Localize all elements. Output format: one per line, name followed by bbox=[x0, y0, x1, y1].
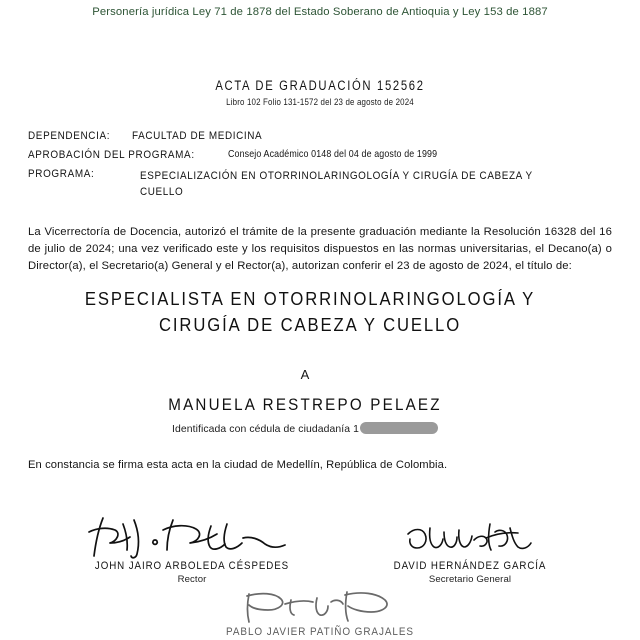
preposition-a: A bbox=[300, 367, 310, 382]
signature-name-rector: JOHN JAIRO ARBOLEDA CÉSPEDES bbox=[94, 560, 290, 572]
aprobacion-value: Consejo Académico 0148 del 04 de agosto de 1999 bbox=[227, 149, 437, 160]
handwritten-signature-icon bbox=[330, 522, 610, 560]
programa-label: PROGRAMA: bbox=[28, 168, 95, 180]
dependencia-value: FACULTAD DE MEDICINA bbox=[132, 130, 263, 142]
meta-row-dependencia bbox=[28, 130, 614, 142]
constancia-text: En constancia se firma esta acta en la ciudad de Medellín, República de Colombia. bbox=[28, 459, 448, 471]
meta-row-programa bbox=[28, 168, 614, 200]
graduate-name: MANUELA RESTREPO PELAEZ bbox=[168, 396, 442, 414]
signature-block-rector bbox=[42, 522, 342, 585]
body-paragraph: La Vicerrectoría de Docencia, autorizó el trámite de la presente graduación mediante la Resolución 16328 del 16 de julio de 2024; una vez verificado este y los requisitos dispuestos en las normas universitarias, el Decano(a) o Director(a), el Secretario(a) General y el Rector(a), autorizan conferir el 23 de agosto de 2024, el título de: bbox=[28, 226, 612, 273]
meta-row-aprobacion bbox=[28, 149, 614, 161]
legal-header-text: Personería jurídica Ley 71 de 1878 del Estado Soberano de Antioquia y Ley 153 de 1887 bbox=[92, 6, 548, 18]
graduate-id-visible-digit: 1 bbox=[353, 424, 360, 435]
signature-block-vicerrector bbox=[160, 588, 480, 638]
graduate-id-prefix: Identificada con cédula de ciudadanía bbox=[171, 424, 351, 435]
programa-value: ESPECIALIZACIÓN EN OTORRINOLARINGOLOGÍA Y CIRUGÍA DE CABEZA Y CUELLO bbox=[140, 170, 533, 199]
dependencia-label: DEPENDENCIA: bbox=[28, 130, 111, 142]
acta-subtitle-libro-folio: Libro 102 Folio 131-1572 del 23 de agosto de 2024 bbox=[226, 97, 414, 107]
degree-title: ESPECIALISTA EN OTORRINOLARINGOLOGÍA Y CIRUGÍA DE CABEZA Y CUELLO bbox=[84, 288, 536, 335]
signature-name-secretario: DAVID HERNÁNDEZ GARCÍA bbox=[393, 560, 547, 572]
signature-block-secretario bbox=[330, 522, 610, 585]
handwritten-signature-icon bbox=[160, 588, 480, 626]
signature-role-rector: Rector bbox=[177, 574, 207, 585]
graduate-id-line bbox=[20, 422, 590, 435]
aprobacion-label: APROBACIÓN DEL PROGRAMA: bbox=[28, 149, 195, 161]
redaction-bar-cedula bbox=[360, 422, 438, 434]
signature-name-vicerrector: PABLO JAVIER PATIÑO GRAJALES bbox=[226, 626, 414, 638]
handwritten-signature-icon bbox=[42, 522, 342, 560]
signature-role-secretario: Secretario General bbox=[428, 574, 512, 585]
acta-title: ACTA DE GRADUACIÓN 152562 bbox=[215, 78, 425, 93]
